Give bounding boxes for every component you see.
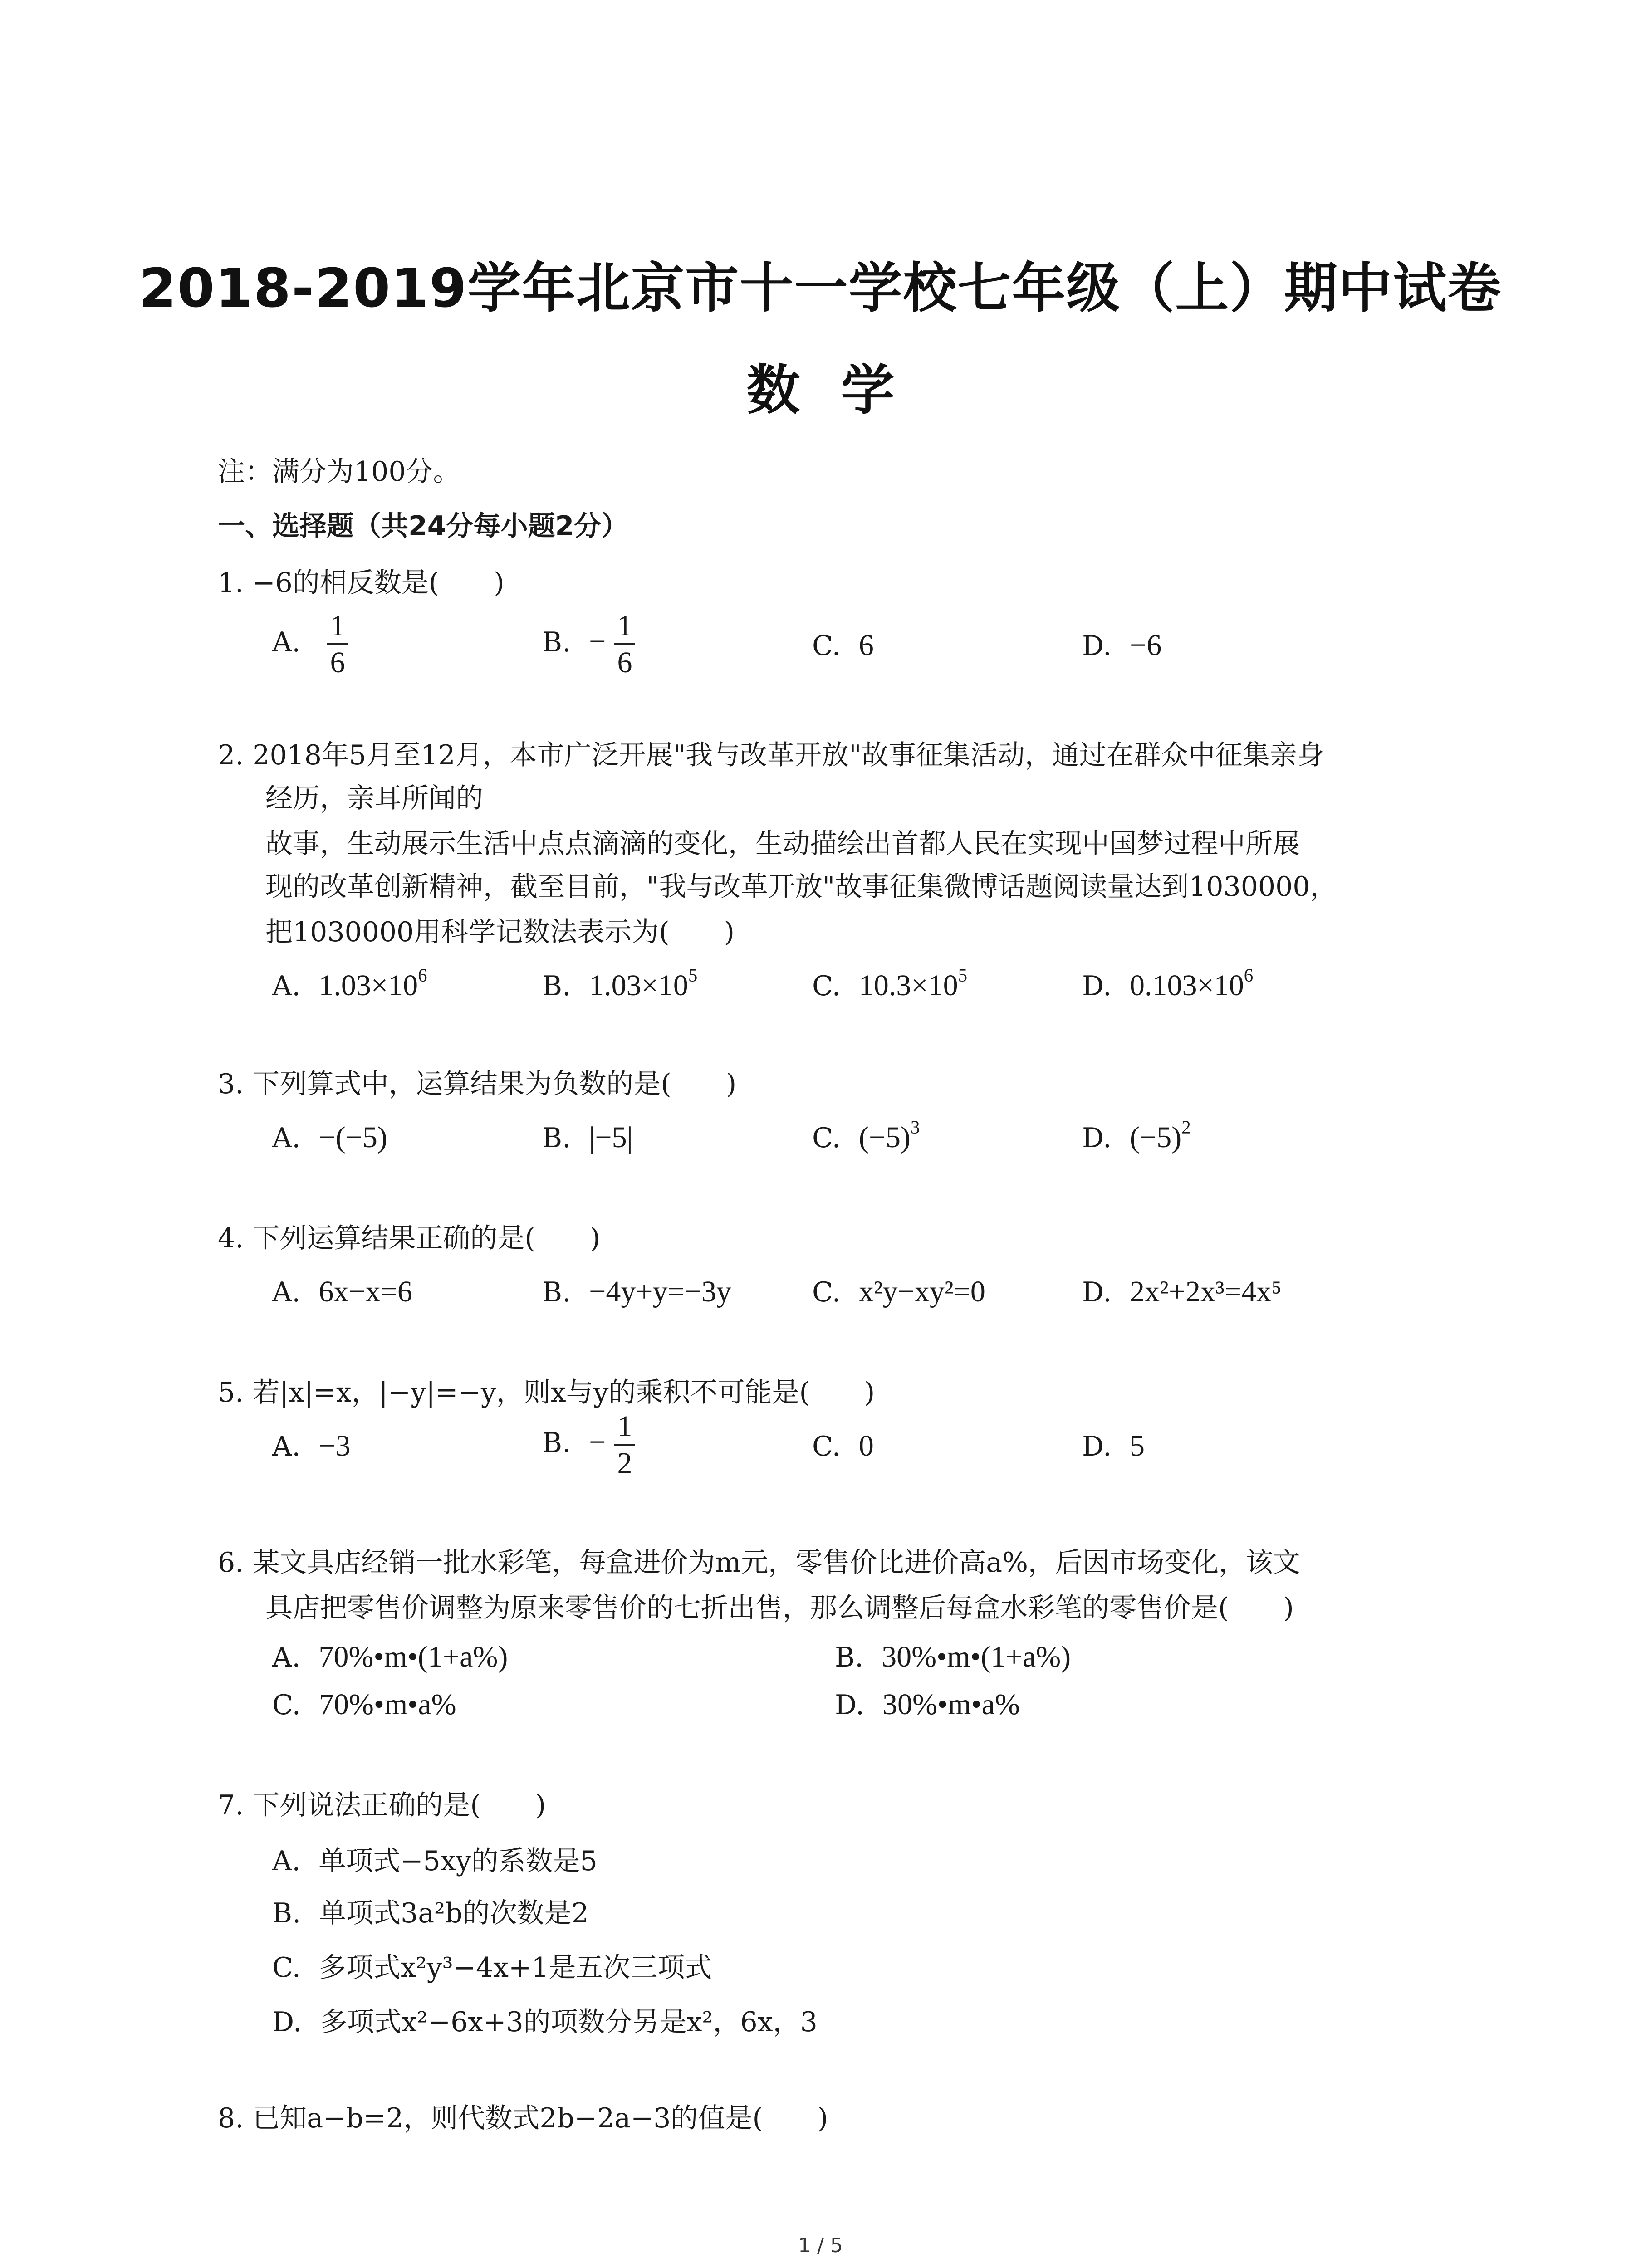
option-c: C. $10.3\times 10^5$ — [812, 965, 968, 1002]
option-c: C. 多项式x²y³−4x+1是五次三项式 — [272, 1952, 712, 1984]
option-b: B. $1.03\times 10^5$ — [542, 965, 698, 1002]
option-c: C. 0 — [812, 1429, 874, 1462]
option-c: C. 70%•m•a% — [272, 1688, 456, 1721]
question-3: 3. 下列算式中，运算结果为负数的是( ) — [218, 1068, 737, 1100]
exam-subject: 数学 — [746, 359, 936, 421]
question-5: 5. 若|x|=x，|−y|=−y，则x与y的乘积不可能是( ) — [218, 1377, 875, 1408]
option-c: C. x²y−xy²=0 — [812, 1275, 985, 1308]
option-c: C. 6 — [812, 629, 874, 662]
page-number: 1 / 5 — [798, 2234, 843, 2257]
option-d: D. 30%•m•a% — [835, 1688, 1020, 1721]
option-a: A. −(−5) — [272, 1121, 387, 1154]
fraction: $\frac{1}{6}$ — [614, 610, 635, 679]
option-a: A. 70%•m•(1+a%) — [272, 1640, 508, 1673]
option-b: B. − $\frac{1}{2}$ — [542, 1411, 635, 1479]
option-c: C. $(-5)^3$ — [812, 1117, 920, 1154]
option-d: D. $0.103\times 10^6$ — [1082, 965, 1254, 1002]
option-b: B. −4y+y=−3y — [542, 1275, 732, 1308]
option-b: B. 单项式3a²b的次数是2 — [272, 1897, 589, 1929]
question-stem: −6的相反数是( — [252, 567, 440, 599]
question-7: 7. 下列说法正确的是( ) — [218, 1789, 546, 1821]
option-d: D. 2x²+2x³=4x⁵ — [1082, 1275, 1282, 1308]
question-2-line-1: 2. 2018年5月至12月，本市广泛开展"我与改革开放"故事征集活动，通过在群众中征集亲身 — [218, 739, 1324, 771]
option-a: A. $\frac{1}{6}$ — [272, 610, 348, 679]
question-8: 8. 已知a−b=2，则代数式2b−2a−3的值是( ) — [218, 2102, 828, 2134]
question-number: 1. — [218, 567, 244, 599]
option-a: A. $1.03\times 10^6$ — [272, 965, 427, 1002]
exam-title: 2018-2019学年北京市十一学校七年级（上）期中试卷 — [139, 257, 1502, 319]
option-b: B. − $\frac{1}{6}$ — [542, 610, 635, 679]
question-2-line-5: 把1030000用科学记数法表示为( ) — [265, 916, 735, 948]
question-6-line-1: 6. 某文具店经销一批水彩笔，每盒进价为m元，零售价比进价高a%，后因市场变化，该文 — [218, 1547, 1301, 1579]
question-2-line-2: 经历，亲耳所闻的 — [265, 782, 483, 814]
section-heading-choice: 一、选择题（共24分每小题2分） — [218, 510, 629, 542]
question-1: 1. −6的相反数是( ) — [218, 567, 505, 599]
question-2-line-3: 故事，生动展示生活中点点滴滴的变化，生动描绘出首都人民在实现中国梦过程中所展 — [265, 828, 1300, 860]
fraction: $\frac{1}{6}$ — [327, 610, 348, 679]
option-a: A. 6x−x=6 — [272, 1275, 412, 1308]
option-d: D. $(-5)^2$ — [1082, 1117, 1191, 1154]
question-4: 4. 下列运算结果正确的是( ) — [218, 1222, 601, 1254]
option-a: A. −3 — [272, 1429, 351, 1462]
question-2-line-4: 现的改革创新精神，截至目前，"我与改革开放"故事征集微博话题阅读量达到1030000， — [265, 871, 1337, 903]
score-note: 注：满分为100分。 — [218, 456, 460, 488]
option-d: D. 5 — [1082, 1429, 1145, 1462]
fraction: $\frac{1}{2}$ — [614, 1411, 635, 1479]
option-b: B. |−5| — [542, 1121, 633, 1154]
option-d: D. −6 — [1082, 629, 1162, 662]
question-6-line-2: 具店把零售价调整为原来零售价的七折出售，那么调整后每盒水彩笔的零售价是( ) — [265, 1592, 1294, 1624]
option-b: B. 30%•m•(1+a%) — [835, 1640, 1071, 1673]
option-a: A. 单项式−5xy的系数是5 — [272, 1845, 598, 1877]
option-d: D. 多项式x²−6x+3的项数分另是x²，6x，3 — [272, 2006, 818, 2038]
